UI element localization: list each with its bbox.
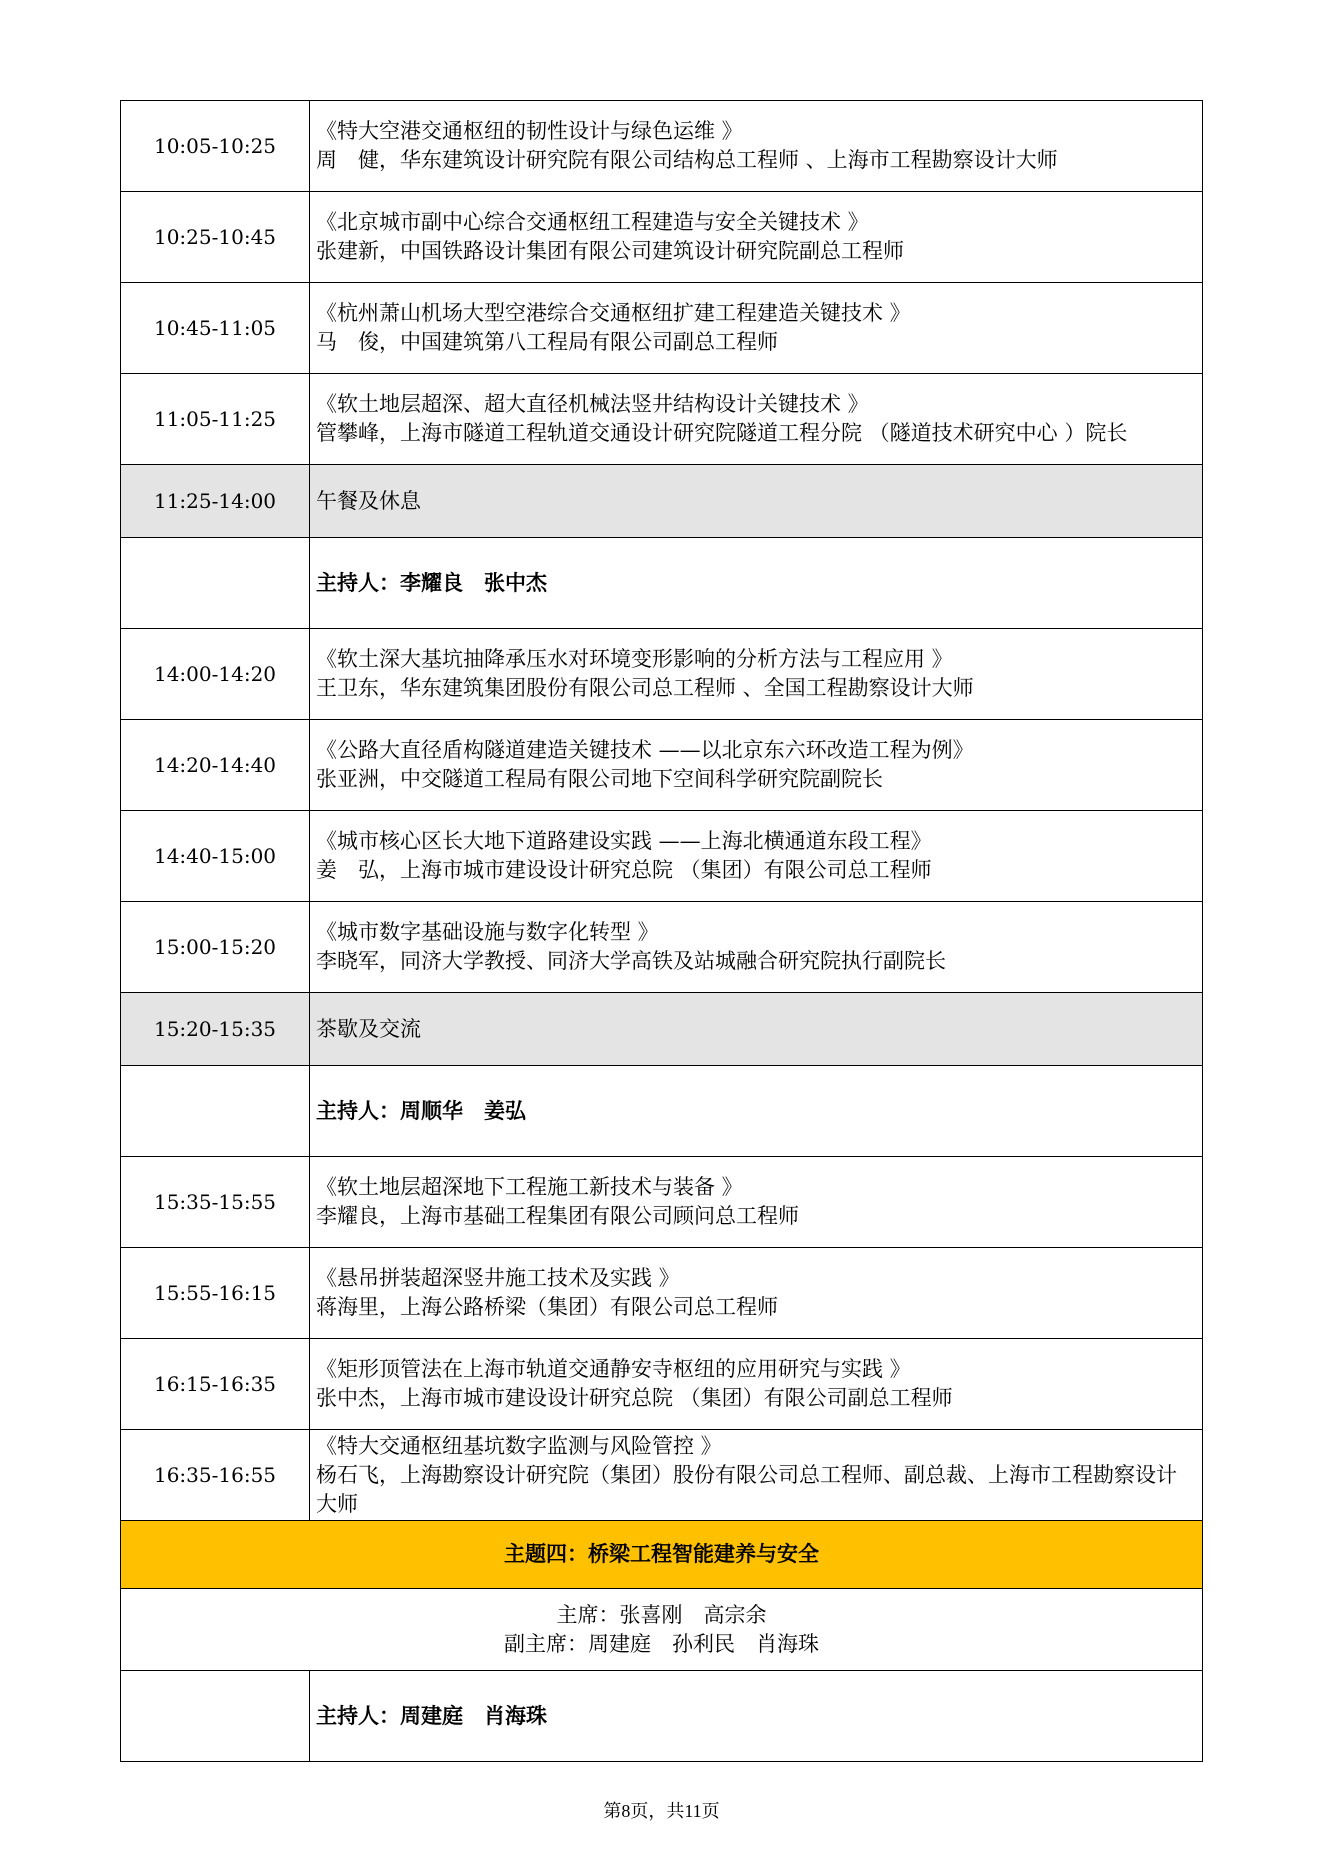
talk-speaker: 张亚洲，中交隧道工程局有限公司地下空间科学研究院副院长 [316, 767, 883, 791]
host-row [121, 1066, 1203, 1157]
talk-speaker: 姜 弘，上海市城市建设设计研究总院 （集团）有限公司总工程师 [316, 858, 932, 882]
time-cell: 15:35-15:55 [121, 1157, 310, 1248]
theme-header-row [121, 1521, 1203, 1589]
schedule-row [121, 902, 1203, 993]
time-cell: 11:05-11:25 [121, 374, 310, 465]
page-footer: 第8页，共11页 [603, 1801, 720, 1821]
time-cell: 14:20-14:40 [121, 720, 310, 811]
time-cell: 15:00-15:20 [121, 902, 310, 993]
talk-cell [310, 1430, 1203, 1521]
talk-cell [310, 101, 1203, 192]
talk-cell [310, 1248, 1203, 1339]
talk-cell [310, 629, 1203, 720]
time-cell: 10:45-11:05 [121, 283, 310, 374]
time-cell: 11:25-14:00 [121, 465, 310, 538]
talk-cell [310, 1157, 1203, 1248]
schedule-row [121, 1157, 1203, 1248]
talk-speaker: 张建新，中国铁路设计集团有限公司建筑设计研究院副总工程师 [316, 239, 904, 263]
time-cell: 10:25-10:45 [121, 192, 310, 283]
break-row-lunch [121, 465, 1203, 538]
talk-speaker: 马 俊，中国建筑第八工程局有限公司副总工程师 [316, 330, 778, 354]
theme-title: 主题四：桥梁工程智能建养与安全 [121, 1521, 1203, 1589]
time-cell [121, 538, 310, 629]
schedule-row [121, 811, 1203, 902]
talk-title: 《特大空港交通枢纽的韧性设计与绿色运维 》 [316, 119, 743, 143]
talk-title: 《软土地层超深地下工程施工新技术与装备 》 [316, 1175, 743, 1199]
talk-speaker: 周 健，华东建筑设计研究院有限公司结构总工程师 、上海市工程勘察设计大师 [316, 148, 1058, 172]
talk-speaker: 李耀良，上海市基础工程集团有限公司顾问总工程师 [316, 1204, 799, 1228]
time-cell: 10:05-10:25 [121, 101, 310, 192]
schedule-row [121, 1248, 1203, 1339]
schedule-row [121, 283, 1203, 374]
host-label: 主持人：周建庭 肖海珠 [310, 1671, 1203, 1762]
host-label: 主持人：李耀良 张中杰 [310, 538, 1203, 629]
talk-cell [310, 1339, 1203, 1430]
talk-title: 《北京城市副中心综合交通枢纽工程建造与安全关键技术 》 [316, 210, 869, 234]
talk-title: 《公路大直径盾构隧道建造关键技术 ——以北京东六环改造工程为例》 [316, 738, 974, 762]
schedule-row [121, 1339, 1203, 1430]
time-cell [121, 1671, 310, 1762]
time-cell: 15:20-15:35 [121, 993, 310, 1066]
talk-title: 《特大交通枢纽基坑数字监测与风险管控 》 [316, 1433, 722, 1458]
talk-title: 《悬吊拼装超深竖井施工技术及实践 》 [316, 1266, 680, 1290]
vice-chair-label: 副主席：周建庭 孙利民 肖海珠 [504, 1631, 819, 1656]
talk-cell [310, 811, 1203, 902]
schedule-row [121, 629, 1203, 720]
schedule-row [121, 374, 1203, 465]
break-row-tea [121, 993, 1203, 1066]
time-cell [121, 1066, 310, 1157]
break-label: 午餐及休息 [310, 465, 1203, 538]
talk-cell [310, 902, 1203, 993]
time-cell: 14:00-14:20 [121, 629, 310, 720]
host-row [121, 538, 1203, 629]
schedule-row [121, 192, 1203, 283]
talk-speaker: 杨石飞，上海勘察设计研究院（集团）股份有限公司总工程师、副总裁、上海市工程勘察设计大师 [316, 1462, 1177, 1516]
schedule-row [121, 1430, 1203, 1521]
talk-title: 《城市核心区长大地下道路建设实践 ——上海北横通道东段工程》 [316, 829, 932, 853]
talk-title: 《矩形顶管法在上海市轨道交通静安寺枢纽的应用研究与实践 》 [316, 1357, 911, 1381]
talk-cell [310, 192, 1203, 283]
break-label: 茶歇及交流 [310, 993, 1203, 1066]
talk-speaker: 管攀峰，上海市隧道工程轨道交通设计研究院隧道工程分院 （隧道技术研究中心 ）院长 [316, 421, 1128, 445]
time-cell: 14:40-15:00 [121, 811, 310, 902]
talk-title: 《杭州萧山机场大型空港综合交通枢纽扩建工程建造关键技术 》 [316, 301, 911, 325]
talk-cell [310, 720, 1203, 811]
time-cell: 15:55-16:15 [121, 1248, 310, 1339]
schedule-row [121, 720, 1203, 811]
host-label: 主持人：周顺华 姜弘 [310, 1066, 1203, 1157]
talk-title: 《软土地层超深、超大直径机械法竖井结构设计关键技术 》 [316, 392, 869, 416]
talk-speaker: 王卫东，华东建筑集团股份有限公司总工程师 、全国工程勘察设计大师 [316, 676, 974, 700]
time-cell: 16:35-16:55 [121, 1430, 310, 1521]
schedule-table [120, 100, 1203, 1762]
talk-title: 《城市数字基础设施与数字化转型 》 [316, 920, 659, 944]
schedule-row [121, 101, 1203, 192]
chairs-cell [121, 1589, 1203, 1671]
talk-speaker: 张中杰，上海市城市建设设计研究总院 （集团）有限公司副总工程师 [316, 1386, 953, 1410]
talk-cell [310, 374, 1203, 465]
host-row [121, 1671, 1203, 1762]
talk-title: 《软土深大基坑抽降承压水对环境变形影响的分析方法与工程应用 》 [316, 647, 953, 671]
talk-speaker: 李晓军，同济大学教授、同济大学高铁及站城融合研究院执行副院长 [316, 949, 946, 973]
chairs-row [121, 1589, 1203, 1671]
talk-speaker: 蒋海里，上海公路桥梁（集团）有限公司总工程师 [316, 1295, 778, 1319]
time-cell: 16:15-16:35 [121, 1339, 310, 1430]
talk-cell [310, 283, 1203, 374]
chair-label: 主席：张喜刚 高宗余 [556, 1602, 767, 1627]
